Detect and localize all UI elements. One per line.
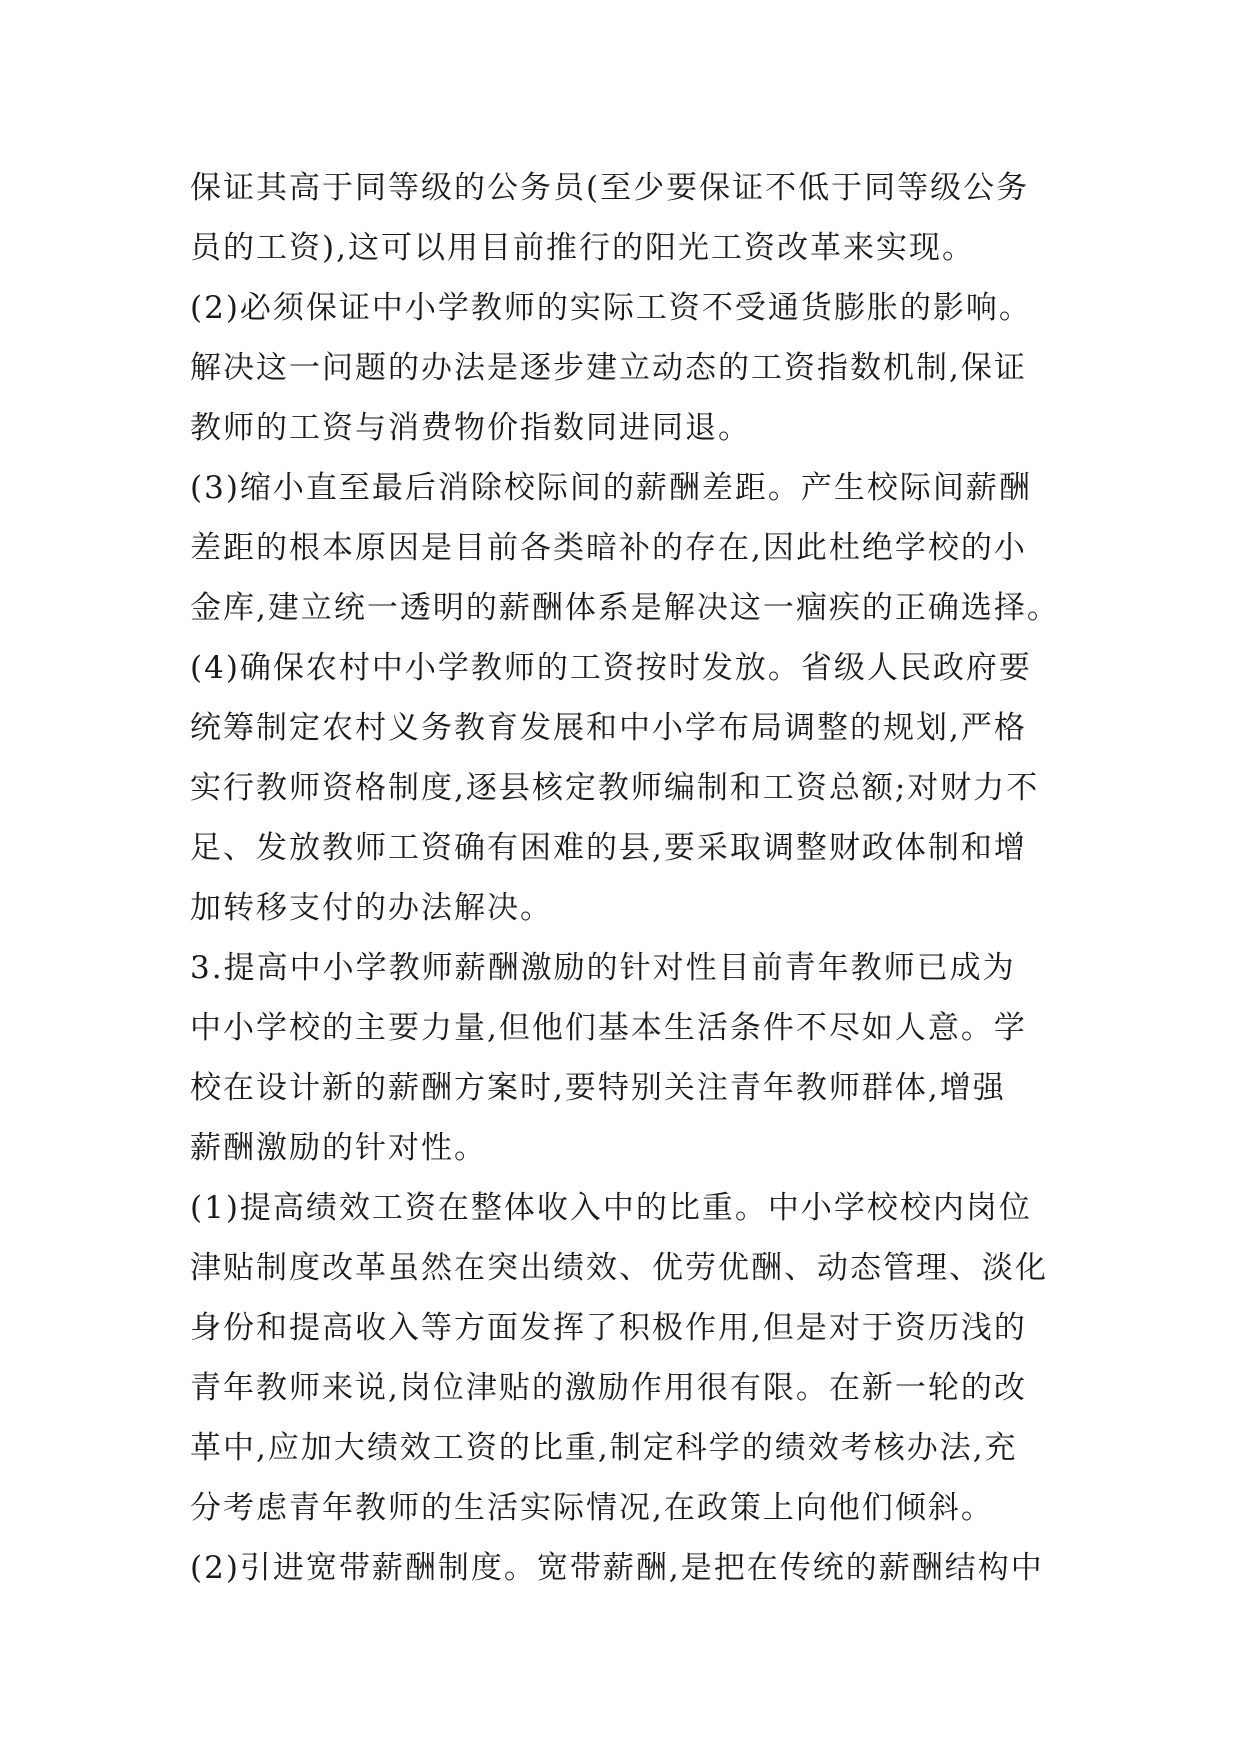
- text-line: 差距的根本原因是目前各类暗补的存在,因此杜绝学校的小: [190, 530, 1027, 566]
- text-line: 3.提高中小学教师薪酬激励的针对性目前青年教师已成为: [190, 950, 1016, 986]
- text-line: 教师的工资与消费物价指数同进同退。: [190, 410, 751, 446]
- text-line: 实行教师资格制度,逐县核定教师编制和工资总额;对财力不: [190, 770, 1040, 806]
- text-line: (4)确保农村中小学教师的工资按时发放。省级人民政府要: [190, 650, 1032, 686]
- text-line: 青年教师来说,岗位津贴的激励作用很有限。在新一轮的改: [190, 1370, 1027, 1406]
- text-line: 津贴制度改革虽然在突出绩效、优劳优酬、动态管理、淡化: [190, 1250, 1048, 1286]
- text-line: 中小学校的主要力量,但他们基本生活条件不尽如人意。学: [190, 1010, 1027, 1046]
- text-line: 校在设计新的薪酬方案时,要特别关注青年教师群体,增强: [190, 1070, 1006, 1106]
- text-line: 加转移支付的办法解决。: [190, 890, 553, 926]
- text-line: 保证其高于同等级的公务员(至少要保证不低于同等级公务: [190, 170, 1030, 206]
- body-text: [190, 158, 1070, 1598]
- text-line: (2)必须保证中小学教师的实际工资不受通货膨胀的影响。: [190, 290, 1032, 326]
- text-line: 金库,建立统一透明的薪酬体系是解决这一痼疾的正确选择。: [190, 590, 1060, 626]
- text-line: 解决这一问题的办法是逐步建立动态的工资指数机制,保证: [190, 350, 1027, 386]
- text-line: 分考虑青年教师的生活实际情况,在政策上向他们倾斜。: [190, 1490, 994, 1526]
- text-line: (3)缩小直至最后消除校际间的薪酬差距。产生校际间薪酬: [190, 470, 1032, 506]
- text-line: 革中,应加大绩效工资的比重,制定科学的绩效考核办法,充: [190, 1430, 1018, 1466]
- text-line: 薪酬激励的针对性。: [190, 1130, 487, 1166]
- text-line: (1)提高绩效工资在整体收入中的比重。中小学校校内岗位: [190, 1190, 1032, 1226]
- text-line: 足、发放教师工资确有困难的县,要采取调整财政体制和增: [190, 830, 1027, 866]
- text-line: (2)引进宽带薪酬制度。宽带薪酬,是把在传统的薪酬结构中: [190, 1550, 1044, 1586]
- text-line: 身份和提高收入等方面发挥了积极作用,但是对于资历浅的: [190, 1310, 1027, 1346]
- text-line: 统筹制定农村义务教育发展和中小学布局调整的规划,严格: [190, 710, 1027, 746]
- text-line: 员的工资),这可以用目前推行的阳光工资改革来实现。: [190, 230, 975, 266]
